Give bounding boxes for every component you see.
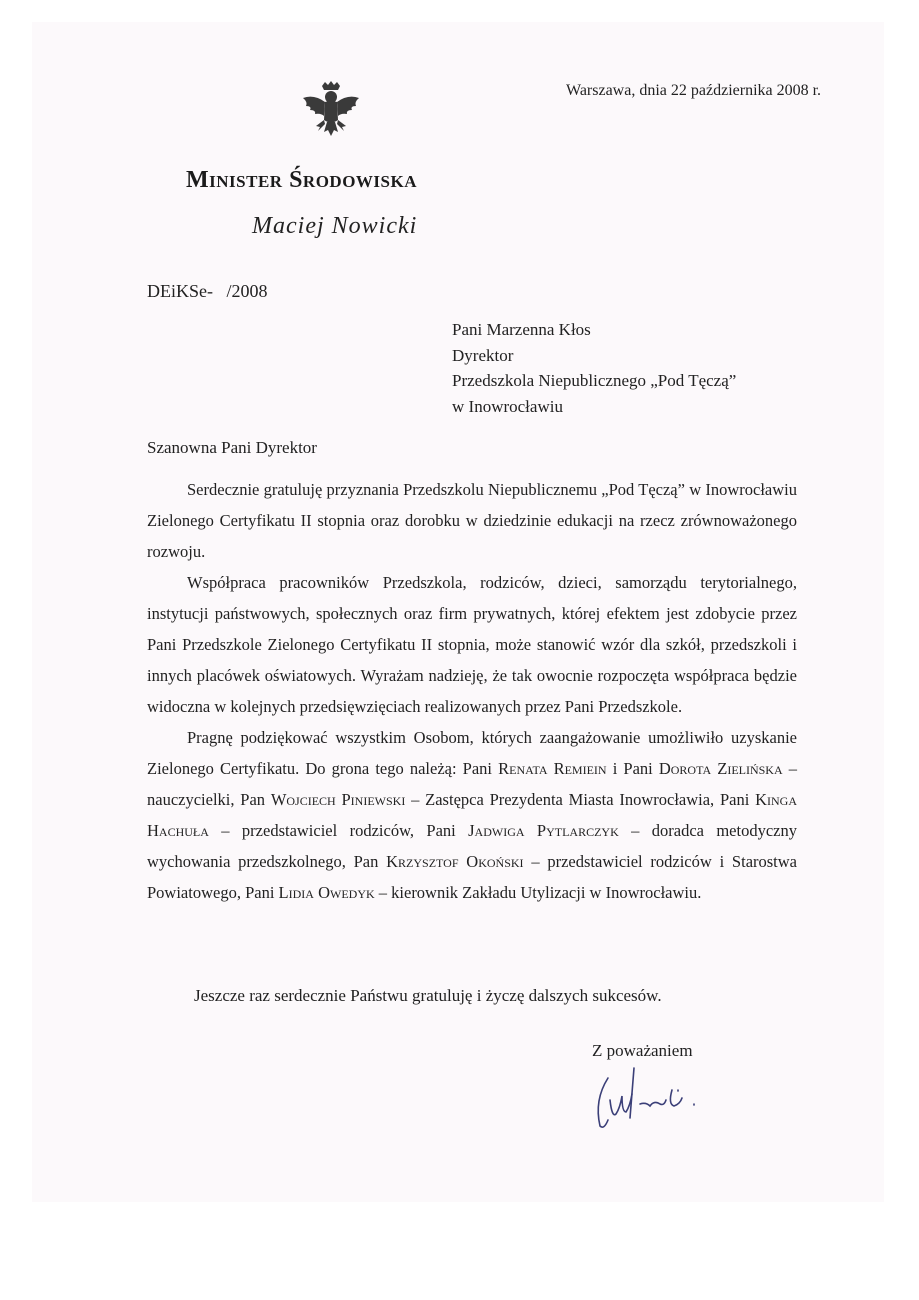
recipient-city: w Inowrocławiu	[452, 396, 563, 416]
person-name: Renata Remiein	[498, 759, 607, 778]
thanks-text: – nauczycielki, Pan	[147, 759, 798, 809]
minister-name: Maciej Nowicki	[252, 213, 418, 239]
thanks-text: Pragnę podziękować wszystkim Osobom, których zaangażowanie umożliwiło uzyskanie Zielonego Certyfikatu. Do grona tego należą: Pani	[147, 728, 797, 778]
person-name: Lidia Owedyk	[278, 883, 375, 902]
signature-icon	[590, 1060, 730, 1140]
recipient-address	[452, 317, 736, 419]
person-name: Krzysztof Okoński	[386, 852, 524, 871]
closing-line: Jeszcze raz serdecznie Państwu gratuluję i życzę dalszych sukcesów.	[194, 986, 662, 1005]
thanks-text: – przedstawiciel rodziców i Starostwa Powiatowego, Pani	[147, 852, 798, 902]
person-name: Jadwiga Pytlarczyk	[468, 821, 619, 840]
reference-number: DEiKSe- /2008	[147, 281, 268, 301]
thanks-text: – Zastępca Prezydenta Miasta Inowrocławia, Pani	[405, 790, 756, 809]
thanks-text: – przedstawiciel rodziców, Pani	[208, 821, 469, 840]
polish-eagle-icon	[298, 80, 364, 140]
person-name: Kinga Hachuła	[147, 790, 797, 840]
paragraph-cooperation: Współpraca pracowników Przedszkola, rodziców, dzieci, samorządu terytorialnego, instytucji państwowych, społecznych oraz firm prywatnych, której efektem jest zdobycie przez Pani Przedszkole Zielonego Certyfikatu II stopnia, może stanowić wzór dla szkół, przedszkoli i innych placówek oświatowych. Wyrażam nadzieję, że tak owocnie rozpoczęta współpraca będzie widoczna w kolejnych przedsięwzięciach realizowanych przez Pani Przedszkole.	[147, 573, 797, 716]
recipient-institution: Przedszkola Niepublicznego „Pod Tęczą”	[452, 371, 737, 390]
letter-body	[147, 474, 797, 908]
salutation: Szanowna Pani Dyrektor	[147, 438, 317, 457]
recipient-name: Pani Marzenna Kłos	[452, 320, 591, 339]
minister-title: Minister Środowiska	[186, 167, 417, 193]
thanks-text: – doradca metodyczny wychowania przedszkolnego, Pan	[147, 821, 797, 871]
person-name: Wojciech Piniewski	[270, 790, 406, 809]
thanks-text: i Pani	[606, 759, 659, 778]
paragraph-congratulations: Serdecznie gratuluję przyznania Przedszkolu Niepublicznemu „Pod Tęczą” w Inowrocławiu Zielonego Certyfikatu II stopnia oraz dorobku w dziedzinie edukacji na rzecz zrównoważonego rozwoju.	[147, 480, 797, 561]
paragraph-thanks	[147, 722, 797, 908]
person-name: Dorota Zielińska	[658, 759, 783, 778]
regards-line: Z poważaniem	[592, 1041, 693, 1060]
thanks-text: – kierownik Zakładu Utylizacji w Inowrocławiu.	[374, 883, 702, 902]
date-line: Warszawa, dnia 22 października 2008 r.	[566, 82, 822, 99]
recipient-position: Dyrektor	[452, 345, 514, 365]
